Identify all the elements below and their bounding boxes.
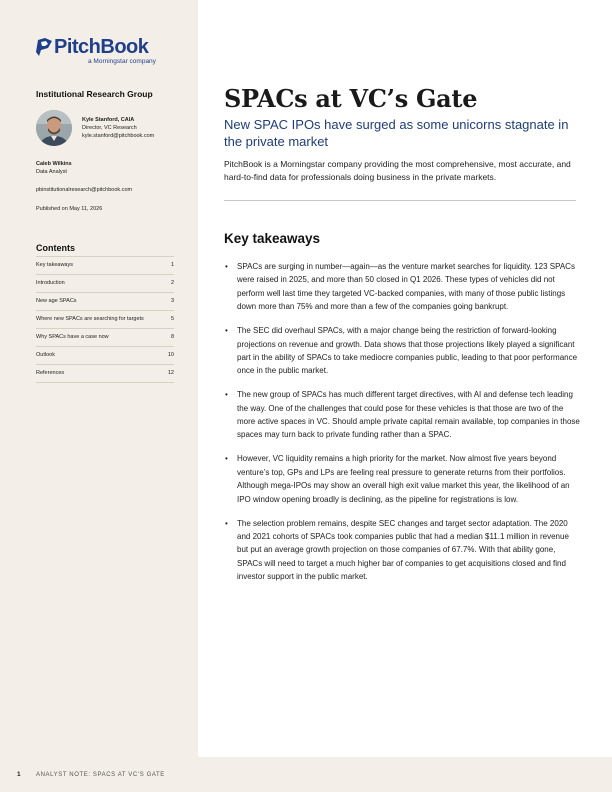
intro-paragraph: PitchBook is a Morningstar company providing the most comprehensive, most accurate, and hard-to-find data for professionals doing business in the private markets. xyxy=(224,159,571,182)
toc-item-label: New age SPACs xyxy=(36,298,77,304)
toc-item-label: Outlook xyxy=(36,352,55,358)
divider xyxy=(224,200,576,201)
toc-item-page: 10 xyxy=(167,352,174,358)
toc-item[interactable] xyxy=(36,346,174,364)
bullet-icon: • xyxy=(225,518,228,528)
takeaway-text: The SEC did overhaul SPACs, with a major change being the restriction of forward-looking projections on revenue and growth. Data shows that those projections likely played a significant part in the ability of SPACs to take mediocre companies public, leading to that poor performance once in the public market. xyxy=(237,326,578,376)
toc-item-page: 5 xyxy=(170,316,174,322)
logo-text: PitchBook xyxy=(54,36,149,58)
toc-item-label: Where new SPACs are searching for targets xyxy=(36,316,144,322)
logo-subtitle: a Morningstar company xyxy=(88,58,156,65)
list-item xyxy=(224,388,580,442)
toc-item-label: References xyxy=(36,370,65,376)
toc-item-page: 12 xyxy=(167,370,174,376)
contact-email[interactable]: pbinstitutionalresearch@pitchbook.com xyxy=(36,187,133,193)
author-role: Director, VC Research xyxy=(82,125,137,131)
key-takeaways-heading: Key takeaways xyxy=(224,231,321,246)
list-item xyxy=(224,260,580,314)
published-date: Published on May 11, 2026 xyxy=(36,206,103,212)
pitchbook-logo[interactable] xyxy=(36,36,156,68)
takeaway-text: The selection problem remains, despite SEC changes and target sector adaptation. The 2020 and 2021 cohorts of SPACs took companies public that had a median $11.1 million in revenue but put an average growth projection on those companies of 67.7%. With that ability gone, SPACs will need to target a much higher bar of companies to get acquisitions closed and find investor support in the public market. xyxy=(237,518,569,582)
author-role: Data Analyst xyxy=(36,169,67,175)
toc-item-page: 8 xyxy=(170,334,174,340)
main-content xyxy=(198,0,612,757)
pitchbook-logo-icon xyxy=(36,38,52,56)
list-item xyxy=(224,517,580,584)
toc-item-label: Introduction xyxy=(36,280,65,286)
table-of-contents xyxy=(36,256,174,383)
author-email[interactable]: kyle.stanford@pitchbook.com xyxy=(82,133,155,139)
toc-item[interactable] xyxy=(36,364,174,382)
toc-item[interactable] xyxy=(36,310,174,328)
person-photo-icon xyxy=(36,110,72,146)
author-secondary xyxy=(36,160,72,176)
document-title: SPACs at VC’s Gate xyxy=(224,84,478,113)
toc-item-page: 1 xyxy=(170,262,174,268)
takeaway-text: The new group of SPACs has much different target directives, with AI and defense tech leading the way. One of the challenges that could pose for these vehicles is that those are two of the more active spaces in VC. Should ample private capital remain available, top companies in those spaces may turn back to private funding rather than a SPAC. xyxy=(237,390,580,440)
toc-item[interactable] xyxy=(36,274,174,292)
takeaway-text: SPACs are surging in number—again—as the venture market searches for liquidity. 123 SPACs were raised in 2025, and more than 50 closed in Q1 2026. These types of vehicles did not perform well last time they targeted VC-backed companies, with many of those public listings down more than 75% and more than a few of the companies going bankrupt. xyxy=(237,262,575,312)
contents-heading: Contents xyxy=(36,243,75,253)
bullet-icon: • xyxy=(225,454,228,464)
document-subtitle: New SPAC IPOs have surged as some unicorns stagnate in the private market xyxy=(224,117,569,149)
sidebar xyxy=(0,0,198,757)
bullet-icon: • xyxy=(225,390,228,400)
list-item xyxy=(224,452,580,506)
toc-item-page: 3 xyxy=(170,298,174,304)
list-item xyxy=(224,324,580,378)
author-name: Kyle Stanford, CAIA xyxy=(82,117,135,123)
bullet-icon: • xyxy=(225,326,228,336)
toc-divider xyxy=(36,382,174,383)
author-name: Caleb Wilkins xyxy=(36,161,72,167)
footer-title: ANALYST NOTE: SPACS AT VC’S GATE xyxy=(36,772,165,778)
toc-item[interactable] xyxy=(36,328,174,346)
toc-item-page: 2 xyxy=(170,280,174,286)
page-number: 1 xyxy=(17,771,21,778)
toc-item-label: Why SPACs have a case now xyxy=(36,334,109,340)
takeaway-text: However, VC liquidity remains a high priority for the market. Now almost five years beyond venture’s top, GPs and LPs are feeling real pressure to generate returns from their portfolios. Although mega-IPOs may show an overall high exit value market this year, the likelihood of an IPO window opening broadly is declining, as the pipeline for registrations is low. xyxy=(237,454,570,504)
toc-item-label: Key takeaways xyxy=(36,262,73,268)
author-avatar xyxy=(36,110,72,146)
research-group-title: Institutional Research Group xyxy=(36,89,153,99)
key-takeaways-list xyxy=(224,260,580,594)
author-primary xyxy=(82,116,154,140)
toc-item[interactable] xyxy=(36,292,174,310)
toc-item[interactable] xyxy=(36,256,174,274)
bullet-icon: • xyxy=(225,262,228,271)
